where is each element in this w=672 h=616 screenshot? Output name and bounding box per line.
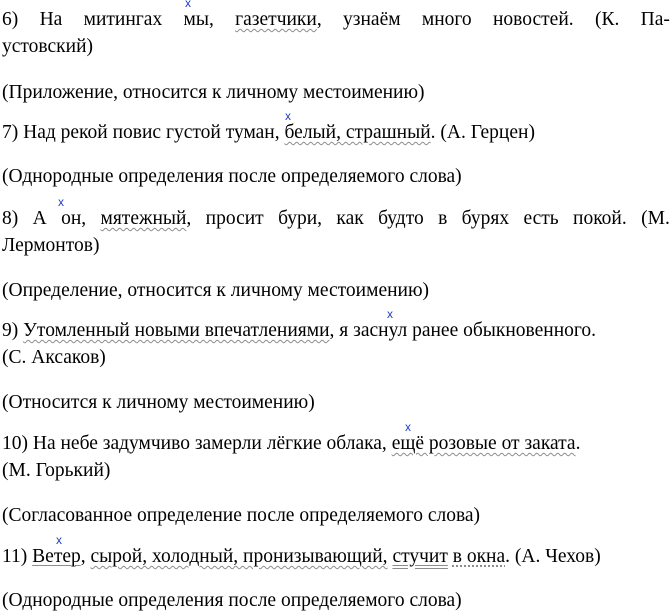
word: много [421,9,472,30]
text: , я заснул ранее обыкновенного. [329,320,597,341]
text: 7) Над рекой повис густой туман, [2,122,285,143]
appositive [235,8,322,32]
subject: Ветер [32,546,81,567]
text: . [575,433,581,454]
example-7-note: (Однородные определения после определяемого слова) [2,166,462,187]
example-8-line-1 [2,207,670,231]
word: 6) [2,9,19,30]
definition: сырой, холодный, пронизывающий, [90,546,388,567]
definition: белый, страшный [284,122,431,143]
example-9-note: (Относится к личному местоимению) [2,392,315,413]
punct: , [316,9,322,30]
example-11-note: (Однородные определения после определяемого слова) [2,590,462,611]
word: он, [61,208,87,229]
text: . (А. Чехов) [505,546,601,567]
example-10-note: (Согласованное определение после определяемого слова) [2,505,481,526]
text: 9) [2,320,24,341]
text: 10) На небе задумчиво замерли лёгкие облака, [2,433,392,454]
word: бурях [461,208,510,229]
definition [100,207,191,231]
word: будто [378,208,424,229]
mark-x: x [285,109,291,123]
word: (М. [641,208,670,229]
word: На [39,9,63,30]
mark-x: x [56,533,62,547]
example-11-line [2,545,670,569]
word: мы, [183,9,214,30]
punct: , [186,208,192,229]
text: , [80,546,91,567]
example-10-line-2: (М. Горький) [2,460,111,481]
word: просит [205,208,264,229]
mark-x: x [58,195,64,209]
definition: ещё розовые от заката [391,433,576,454]
text: . (А. Герцен) [430,122,535,143]
word: бури, [278,208,323,229]
mark-x: x [387,307,393,321]
text: 11) [2,546,33,567]
word: в [438,208,448,229]
example-8-line-2: Лермонтов) [2,235,100,256]
word: покой. [573,208,627,229]
example-8-note: (Определение, относится к личному местоимению) [2,280,430,301]
definition-word: мятежный [100,208,187,229]
appositive-word: газетчики [235,9,317,30]
word: митингах [83,9,163,30]
word: узнаём [343,9,401,30]
example-7-line [2,121,670,145]
example-6-line-2: устовский) [2,36,94,57]
mark-x: x [185,0,191,10]
example-10-line-1 [2,432,670,456]
example-9-line-1 [2,319,670,343]
word: есть [523,208,559,229]
word: А [32,208,47,229]
example-6-line-1 [2,8,670,32]
word: как [336,208,364,229]
word: (К. [594,9,620,30]
example-6-note: (Приложение, относится к личному местоимению) [2,82,425,103]
example-9-line-2: (С. Аксаков) [2,347,106,368]
mark-x: x [405,420,411,434]
circumstance: в окна [452,546,506,567]
word: 8) [2,208,19,229]
predicate: стучит [392,546,448,567]
word: Па- [640,9,670,30]
word: новостей. [493,9,574,30]
definition: Утомленный новыми впечатлениями [23,320,330,341]
